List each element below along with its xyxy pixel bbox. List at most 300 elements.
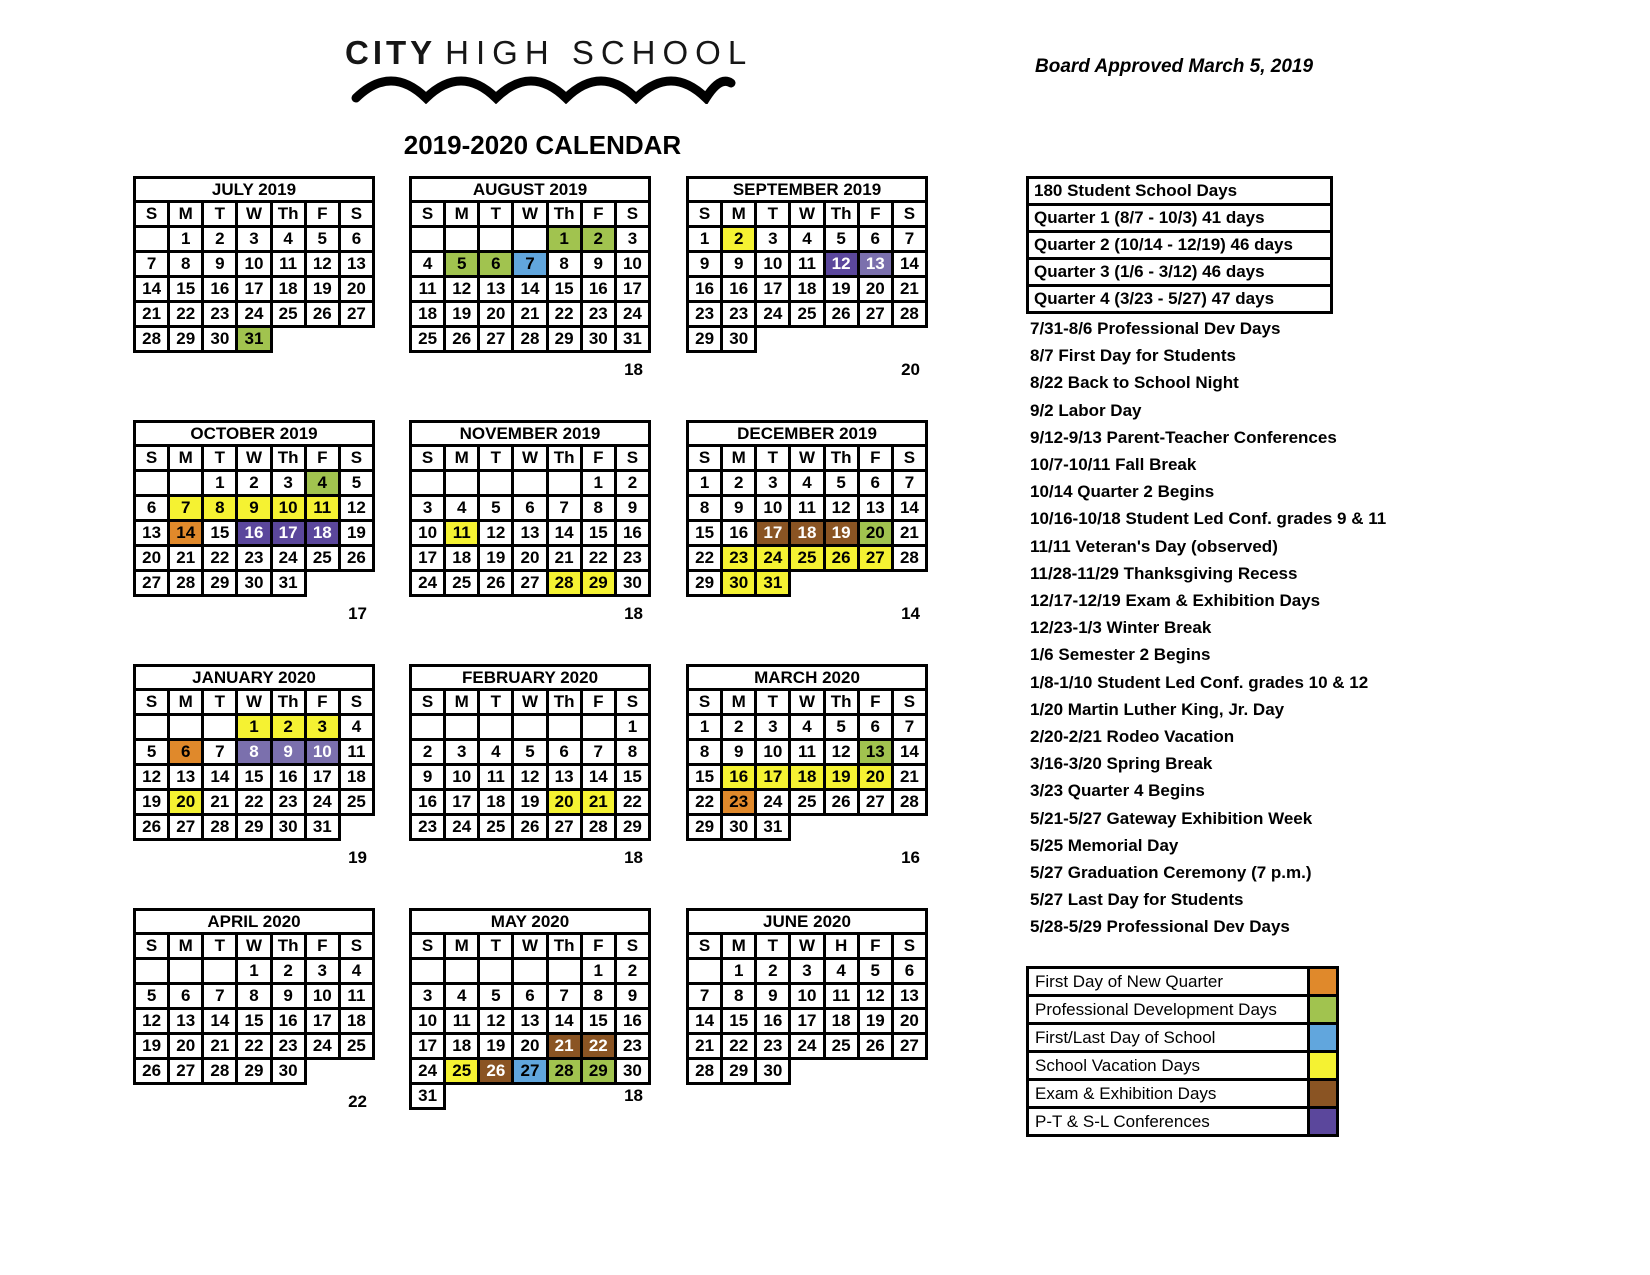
day-cell: 30 — [581, 327, 615, 352]
day-cell: 2 — [411, 740, 445, 765]
weekday-header: M — [722, 202, 756, 227]
day-cell: 4 — [479, 740, 513, 765]
day-cell: 16 — [756, 1009, 790, 1034]
day-cell: 24 — [756, 546, 790, 571]
month-december-2019 — [686, 420, 928, 623]
day-cell: 5 — [305, 227, 339, 252]
weekday-header: S — [688, 934, 722, 959]
day-cell: 10 — [237, 252, 271, 277]
legend-color-swatch — [1307, 1050, 1339, 1081]
day-cell: 2 — [203, 227, 237, 252]
day-cell: 9 — [722, 252, 756, 277]
day-cell: 1 — [237, 715, 271, 740]
day-cell: 4 — [445, 496, 479, 521]
day-cell: 6 — [169, 984, 203, 1009]
day-cell: 28 — [547, 571, 581, 596]
weekday-header: M — [169, 202, 203, 227]
legend-row — [1026, 1050, 1339, 1081]
day-cell — [169, 471, 203, 496]
weekday-header: S — [688, 446, 722, 471]
instructional-days-count: 18 — [624, 1086, 643, 1105]
key-date-item: 5/28-5/29 Professional Dev Days — [1030, 917, 1290, 937]
weekday-header: T — [479, 446, 513, 471]
day-cell: 17 — [411, 1034, 445, 1059]
school-name — [345, 34, 754, 72]
day-cell: 21 — [203, 1034, 237, 1059]
day-cell: 22 — [722, 1034, 756, 1059]
day-cell: 8 — [581, 984, 615, 1009]
day-cell: 11 — [305, 496, 339, 521]
day-cell: 16 — [688, 277, 722, 302]
day-cell: 30 — [271, 1059, 305, 1084]
day-cell: 23 — [271, 1034, 305, 1059]
month-table — [686, 664, 928, 841]
weekday-header: F — [305, 446, 339, 471]
weekday-header: M — [445, 690, 479, 715]
day-cell: 27 — [513, 571, 547, 596]
day-cell: 16 — [237, 521, 271, 546]
day-cell: 13 — [892, 984, 926, 1009]
key-date-item: 2/20-2/21 Rodeo Vacation — [1030, 727, 1235, 747]
summary-row: Quarter 2 (10/14 - 12/19) 46 days — [1026, 230, 1333, 260]
day-cell: 14 — [513, 277, 547, 302]
weekday-header: W — [237, 690, 271, 715]
month-table — [133, 420, 375, 597]
day-cell: 18 — [411, 302, 445, 327]
day-cell: 24 — [756, 302, 790, 327]
day-cell: 20 — [858, 277, 892, 302]
key-date-item: 10/7-10/11 Fall Break — [1030, 455, 1197, 475]
day-cell: 6 — [892, 959, 926, 984]
legend-color-swatch — [1307, 966, 1339, 997]
day-cell: 4 — [824, 959, 858, 984]
day-cell: 8 — [722, 984, 756, 1009]
day-cell: 6 — [858, 227, 892, 252]
day-cell: 3 — [237, 227, 271, 252]
day-cell: 25 — [305, 546, 339, 571]
month-title: FEBRUARY 2020 — [411, 666, 650, 690]
day-cell: 12 — [305, 252, 339, 277]
day-cell: 30 — [722, 571, 756, 596]
day-cell: 26 — [513, 815, 547, 840]
weekday-header: T — [203, 202, 237, 227]
day-cell: 11 — [824, 984, 858, 1009]
weekday-header: S — [339, 202, 373, 227]
legend-row — [1026, 966, 1339, 997]
day-cell: 11 — [411, 277, 445, 302]
day-cell: 22 — [688, 790, 722, 815]
weekday-header: F — [858, 690, 892, 715]
legend-color-swatch — [1307, 1078, 1339, 1109]
day-cell: 29 — [688, 571, 722, 596]
day-cell: 23 — [581, 302, 615, 327]
day-cell: 12 — [135, 1009, 169, 1034]
day-cell: 28 — [688, 1059, 722, 1084]
day-cell: 3 — [305, 959, 339, 984]
day-cell: 13 — [858, 740, 892, 765]
day-cell: 20 — [513, 1034, 547, 1059]
day-cell — [479, 471, 513, 496]
day-cell: 24 — [237, 302, 271, 327]
weekday-header: W — [790, 202, 824, 227]
day-cell: 17 — [445, 790, 479, 815]
day-cell: 27 — [169, 1059, 203, 1084]
day-cell: 23 — [688, 302, 722, 327]
page-title: 2019-2020 CALENDAR — [403, 130, 682, 160]
day-cell: 10 — [790, 984, 824, 1009]
day-cell: 26 — [305, 302, 339, 327]
day-cell: 18 — [339, 765, 373, 790]
day-cell: 15 — [237, 765, 271, 790]
weekday-header: M — [169, 690, 203, 715]
instructional-days-count: 18 — [624, 360, 643, 379]
day-cell — [581, 715, 615, 740]
instructional-days-count: 18 — [624, 604, 643, 623]
instructional-days-count: 14 — [901, 604, 920, 623]
day-cell: 16 — [581, 277, 615, 302]
day-cell: 27 — [858, 302, 892, 327]
day-cell: 19 — [513, 790, 547, 815]
day-cell: 8 — [688, 740, 722, 765]
month-table — [409, 176, 651, 353]
day-cell: 17 — [305, 765, 339, 790]
legend-label: Professional Development Days — [1026, 994, 1310, 1025]
weekday-header: S — [339, 446, 373, 471]
day-cell: 10 — [411, 1009, 445, 1034]
day-cell: 14 — [547, 1009, 581, 1034]
weekday-header: W — [790, 934, 824, 959]
day-cell: 26 — [339, 546, 373, 571]
weekday-header: T — [203, 446, 237, 471]
month-title: JUNE 2020 — [688, 910, 927, 934]
day-cell: 29 — [237, 815, 271, 840]
summary-row: Quarter 3 (1/6 - 3/12) 46 days — [1026, 257, 1333, 287]
day-cell — [688, 959, 722, 984]
instructional-days-count: 19 — [348, 848, 367, 867]
day-cell: 24 — [756, 790, 790, 815]
month-march-2020 — [686, 664, 928, 867]
day-cell: 30 — [756, 1059, 790, 1084]
day-cell — [513, 959, 547, 984]
day-cell: 1 — [547, 227, 581, 252]
day-cell: 8 — [169, 252, 203, 277]
day-cell: 15 — [688, 521, 722, 546]
day-cell: 26 — [824, 302, 858, 327]
weekday-header: W — [237, 202, 271, 227]
day-cell: 29 — [203, 571, 237, 596]
day-cell: 18 — [445, 1034, 479, 1059]
day-cell: 25 — [271, 302, 305, 327]
weekday-header: Th — [547, 934, 581, 959]
day-cell: 20 — [135, 546, 169, 571]
day-cell: 20 — [858, 521, 892, 546]
day-cell: 17 — [756, 521, 790, 546]
day-cell: 5 — [479, 984, 513, 1009]
instructional-days-count: 16 — [901, 848, 920, 867]
day-cell: 29 — [237, 1059, 271, 1084]
day-cell: 2 — [722, 471, 756, 496]
day-cell: 21 — [688, 1034, 722, 1059]
day-cell: 2 — [237, 471, 271, 496]
day-cell — [135, 227, 169, 252]
day-cell: 5 — [135, 740, 169, 765]
day-cell: 30 — [722, 327, 756, 352]
day-cell: 10 — [271, 496, 305, 521]
weekday-header: T — [479, 690, 513, 715]
day-cell: 15 — [547, 277, 581, 302]
day-cell: 12 — [135, 765, 169, 790]
weekday-header: T — [756, 934, 790, 959]
summary-row: Quarter 1 (8/7 - 10/3) 41 days — [1026, 203, 1333, 233]
day-cell: 7 — [203, 984, 237, 1009]
weekday-header: F — [858, 934, 892, 959]
day-cell: 18 — [479, 790, 513, 815]
day-cell: 3 — [756, 715, 790, 740]
month-october-2019 — [133, 420, 375, 623]
day-cell: 19 — [824, 765, 858, 790]
day-cell: 29 — [688, 327, 722, 352]
day-cell: 18 — [339, 1009, 373, 1034]
key-date-item: 5/25 Memorial Day — [1030, 835, 1179, 855]
day-cell: 15 — [722, 1009, 756, 1034]
weekday-header: S — [892, 446, 926, 471]
day-cell: 14 — [892, 496, 926, 521]
legend-color-swatch — [1307, 1106, 1339, 1137]
day-cell: 30 — [237, 571, 271, 596]
day-cell: 20 — [169, 1034, 203, 1059]
day-cell: 5 — [858, 959, 892, 984]
key-date-item: 12/17-12/19 Exam & Exhibition Days — [1030, 591, 1321, 611]
weekday-header: S — [615, 202, 649, 227]
day-cell: 11 — [339, 984, 373, 1009]
weekday-header: W — [513, 934, 547, 959]
weekday-header: F — [858, 202, 892, 227]
day-cell: 12 — [824, 252, 858, 277]
key-date-item: 10/14 Quarter 2 Begins — [1030, 482, 1215, 502]
day-cell: 10 — [305, 740, 339, 765]
day-cell: 19 — [135, 790, 169, 815]
day-cell: 26 — [445, 327, 479, 352]
day-cell: 23 — [271, 790, 305, 815]
day-cell: 8 — [237, 740, 271, 765]
day-cell — [411, 715, 445, 740]
day-cell — [547, 715, 581, 740]
month-table — [686, 176, 928, 353]
day-cell: 31 — [305, 815, 339, 840]
key-date-item: 1/8-1/10 Student Led Conf. grades 10 & 12 — [1030, 672, 1369, 692]
weekday-header: S — [411, 446, 445, 471]
month-title: NOVEMBER 2019 — [411, 422, 650, 446]
day-cell: 19 — [305, 277, 339, 302]
day-cell: 2 — [271, 959, 305, 984]
day-cell: 7 — [581, 740, 615, 765]
day-cell: 7 — [892, 227, 926, 252]
day-cell: 14 — [547, 521, 581, 546]
month-table — [409, 908, 651, 1110]
day-cell: 12 — [479, 521, 513, 546]
day-cell: 11 — [445, 521, 479, 546]
day-cell: 28 — [581, 815, 615, 840]
day-cell — [135, 715, 169, 740]
weekday-header: S — [892, 202, 926, 227]
day-cell: 23 — [615, 546, 649, 571]
day-cell: 18 — [271, 277, 305, 302]
day-cell: 23 — [722, 790, 756, 815]
day-cell: 24 — [615, 302, 649, 327]
month-title: OCTOBER 2019 — [135, 422, 374, 446]
day-cell: 13 — [169, 765, 203, 790]
day-cell: 17 — [756, 765, 790, 790]
key-date-item: 5/27 Graduation Ceremony (7 p.m.) — [1030, 863, 1312, 883]
school-name-secondary: HIGH SCHOOL — [445, 34, 754, 71]
day-cell: 16 — [271, 1009, 305, 1034]
logo-wave-decoration — [348, 74, 738, 104]
day-cell: 21 — [547, 546, 581, 571]
day-cell: 9 — [411, 765, 445, 790]
day-cell: 14 — [892, 252, 926, 277]
day-cell: 2 — [271, 715, 305, 740]
day-cell: 25 — [790, 546, 824, 571]
day-cell — [445, 227, 479, 252]
weekday-header: T — [479, 934, 513, 959]
day-cell: 23 — [411, 815, 445, 840]
day-cell: 1 — [581, 959, 615, 984]
day-cell: 27 — [479, 327, 513, 352]
day-cell: 11 — [339, 740, 373, 765]
day-cell: 8 — [581, 496, 615, 521]
day-cell: 20 — [339, 277, 373, 302]
month-november-2019 — [409, 420, 651, 623]
instructional-days-count: 20 — [901, 360, 920, 379]
day-cell: 22 — [203, 546, 237, 571]
weekday-header: Th — [271, 690, 305, 715]
day-cell: 31 — [756, 571, 790, 596]
day-cell: 22 — [688, 546, 722, 571]
summary-row: 180 Student School Days — [1026, 176, 1333, 206]
day-cell: 12 — [858, 984, 892, 1009]
day-cell: 9 — [722, 496, 756, 521]
month-table — [686, 908, 928, 1085]
day-cell: 31 — [271, 571, 305, 596]
day-cell: 26 — [824, 790, 858, 815]
day-cell: 22 — [581, 1034, 615, 1059]
day-cell: 15 — [237, 1009, 271, 1034]
instructional-days-count: 18 — [624, 848, 643, 867]
day-cell: 3 — [615, 227, 649, 252]
day-cell: 2 — [581, 227, 615, 252]
month-table — [409, 420, 651, 597]
day-cell: 15 — [581, 1009, 615, 1034]
day-cell: 28 — [547, 1059, 581, 1084]
day-cell: 3 — [411, 496, 445, 521]
day-cell: 7 — [203, 740, 237, 765]
weekday-header: W — [790, 690, 824, 715]
day-cell: 1 — [688, 227, 722, 252]
day-cell: 11 — [271, 252, 305, 277]
day-cell: 25 — [339, 790, 373, 815]
weekday-header: Th — [547, 690, 581, 715]
day-cell: 19 — [824, 277, 858, 302]
day-cell: 6 — [135, 496, 169, 521]
day-cell: 11 — [479, 765, 513, 790]
day-cell: 13 — [135, 521, 169, 546]
day-cell: 11 — [790, 252, 824, 277]
key-dates-list — [1030, 315, 1650, 941]
day-cell: 30 — [203, 327, 237, 352]
legend-label: First Day of New Quarter — [1026, 966, 1310, 997]
legend-color-swatch — [1307, 1022, 1339, 1053]
day-cell: 21 — [169, 546, 203, 571]
day-cell: 15 — [581, 521, 615, 546]
day-cell: 20 — [513, 546, 547, 571]
key-date-item: 11/11 Veteran's Day (observed) — [1030, 536, 1278, 556]
day-cell: 6 — [513, 984, 547, 1009]
day-cell: 6 — [339, 227, 373, 252]
day-cell: 1 — [203, 471, 237, 496]
weekday-header: M — [445, 202, 479, 227]
day-cell: 2 — [722, 227, 756, 252]
day-cell: 16 — [615, 1009, 649, 1034]
day-cell: 29 — [581, 571, 615, 596]
day-cell: 28 — [892, 546, 926, 571]
day-cell: 23 — [237, 546, 271, 571]
day-cell: 13 — [858, 252, 892, 277]
month-title: MAY 2020 — [411, 910, 650, 934]
day-cell: 2 — [615, 471, 649, 496]
day-cell: 12 — [824, 496, 858, 521]
weekday-header: Th — [547, 202, 581, 227]
day-cell: 11 — [445, 1009, 479, 1034]
day-cell: 13 — [547, 765, 581, 790]
day-cell — [513, 227, 547, 252]
month-september-2019 — [686, 176, 928, 379]
day-cell: 3 — [445, 740, 479, 765]
weekday-header: F — [581, 202, 615, 227]
legend-label: First/Last Day of School — [1026, 1022, 1310, 1053]
day-cell: 26 — [858, 1034, 892, 1059]
day-cell: 7 — [547, 984, 581, 1009]
legend-row — [1026, 1022, 1339, 1053]
weekday-header: Th — [824, 202, 858, 227]
day-cell: 19 — [339, 521, 373, 546]
day-cell — [547, 959, 581, 984]
weekday-header: S — [135, 690, 169, 715]
day-cell: 8 — [237, 984, 271, 1009]
day-cell — [169, 959, 203, 984]
day-cell — [203, 715, 237, 740]
day-cell: 24 — [305, 1034, 339, 1059]
weekday-header: M — [445, 446, 479, 471]
day-cell: 12 — [513, 765, 547, 790]
weekday-header: F — [581, 690, 615, 715]
key-date-item: 12/23-1/3 Winter Break — [1030, 618, 1212, 638]
month-table — [133, 176, 375, 353]
day-cell: 29 — [615, 815, 649, 840]
summary-row: Quarter 4 (3/23 - 5/27) 47 days — [1026, 284, 1333, 314]
month-february-2020 — [409, 664, 651, 867]
day-cell: 29 — [722, 1059, 756, 1084]
day-cell: 4 — [445, 984, 479, 1009]
month-august-2019 — [409, 176, 651, 379]
day-cell: 6 — [858, 715, 892, 740]
day-cell: 27 — [858, 790, 892, 815]
day-cell: 8 — [688, 496, 722, 521]
day-cell: 7 — [169, 496, 203, 521]
month-table — [133, 908, 375, 1085]
weekday-header: W — [513, 446, 547, 471]
day-cell: 20 — [547, 790, 581, 815]
month-title: JANUARY 2020 — [135, 666, 374, 690]
